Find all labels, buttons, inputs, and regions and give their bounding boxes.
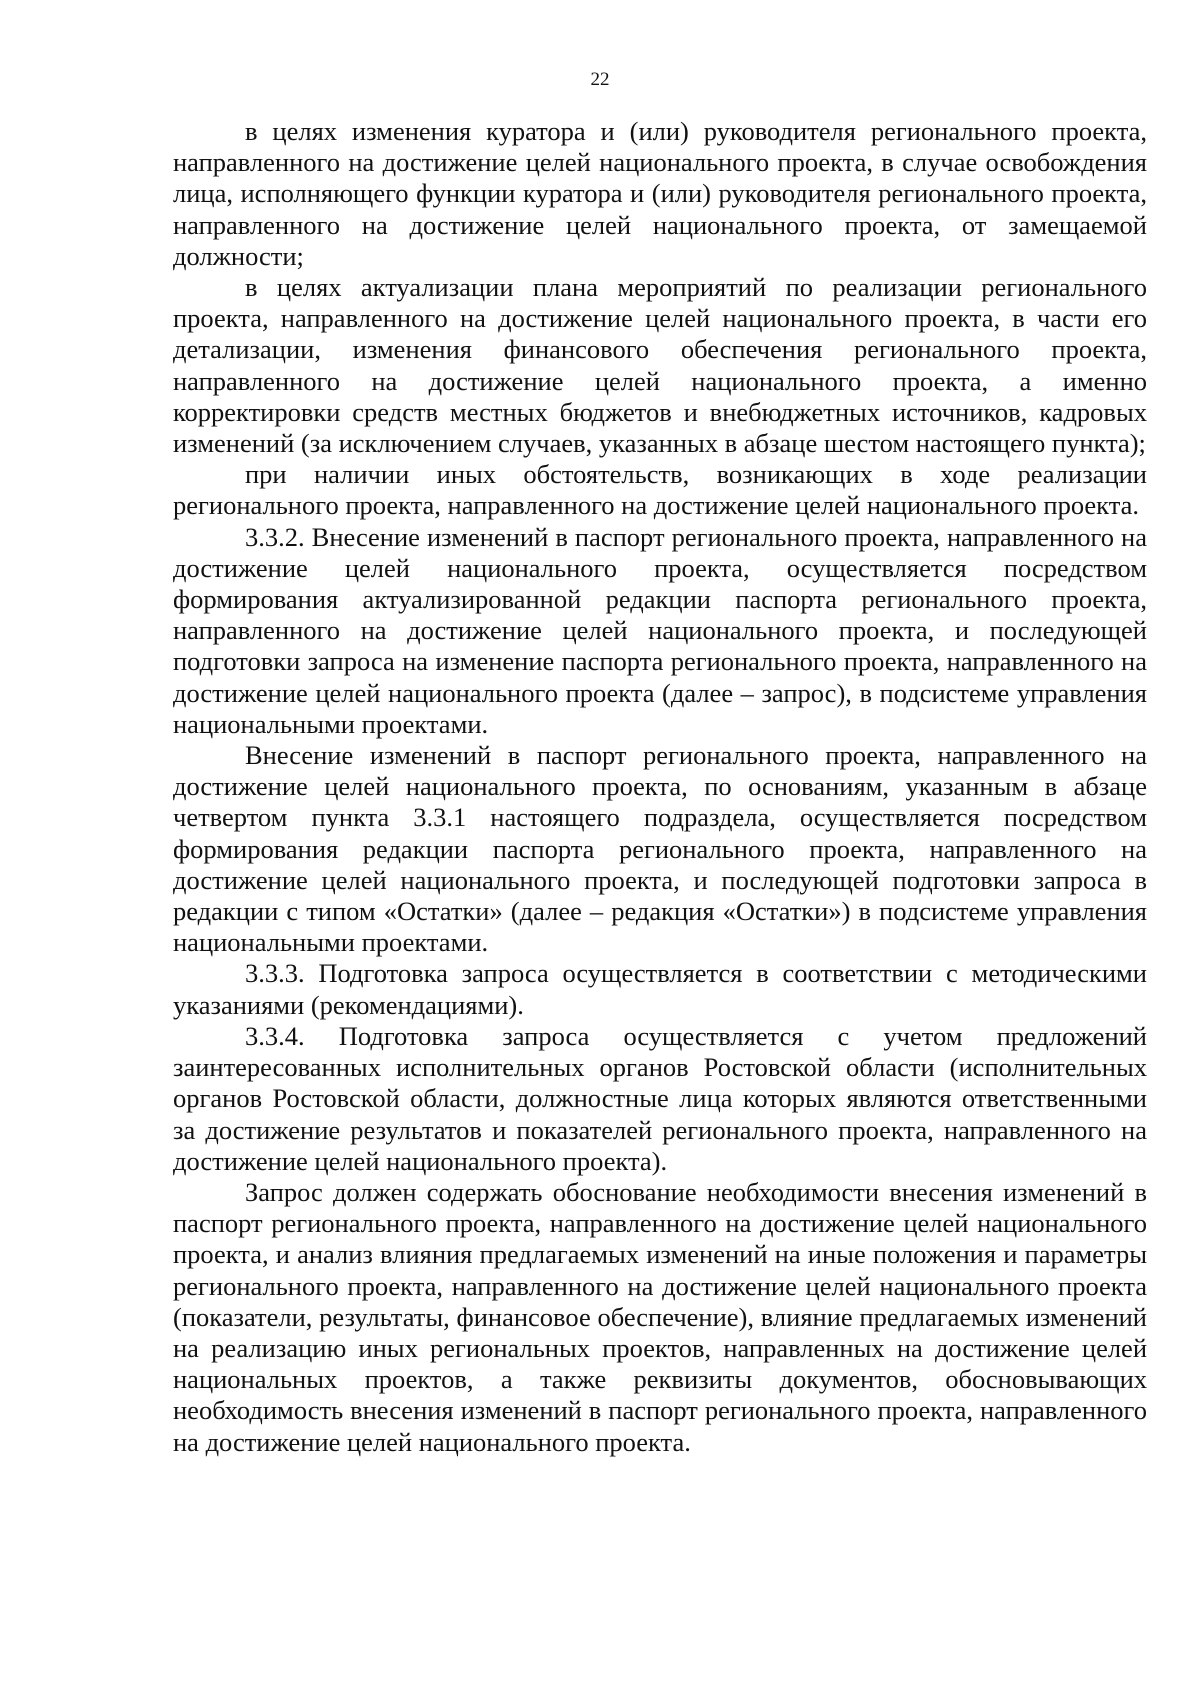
document-body <box>173 116 1147 1458</box>
paragraph-other-circumstances: при наличии иных обстоятельств, возникающих в ходе реализации регионального проекта, направленного на достижение целей национального проекта. <box>173 459 1147 521</box>
paragraph-3-3-4: 3.3.4. Подготовка запроса осуществляется с учетом предложений заинтересованных исполнительных органов Ростовской области (исполнительных органов Ростовской области, должностные лица которых являются ответственными за достижение результатов и показателей регионального проекта, направленного на достижение целей национального проекта). <box>173 1020 1147 1176</box>
paragraph-3-3-2: 3.3.2. Внесение изменений в паспорт регионального проекта, направленного на достижение целей национального проекта, осуществляется посредством формирования актуализированной редакции паспорта регионального проекта, направленного на достижение целей национального проекта, и последующей подготовки запроса на изменение паспорта регионального проекта, направленного на достижение целей национального проекта (далее – запрос), в подсистеме управления национальными проектами. <box>173 521 1147 739</box>
paragraph-3-3-3: 3.3.3. Подготовка запроса осуществляется в соответствии с методическими указаниями (рекомендациями). <box>173 958 1147 1020</box>
paragraph-remainders-edition: Внесение изменений в паспорт регионального проекта, направленного на достижение целей национального проекта, по основаниям, указанным в абзаце четвертом пункта 3.3.1 настоящего подраздела, осуществляется посредством формирования редакции паспорта регионального проекта, направленного на достижение целей национального проекта, и последующей подготовки запроса в редакции с типом «Остатки» (далее – редакция «Остатки») в подсистеме управления национальными проектами. <box>173 740 1147 958</box>
paragraph-curator-change: в целях изменения куратора и (или) руководителя регионального проекта, направленного на достижение целей национального проекта, в случае освобождения лица, исполняющего функции куратора и (или) руководителя регионального проекта, направленного на достижение целей национального проекта, от замещаемой должности; <box>173 116 1147 271</box>
page-number: 22 <box>590 69 610 90</box>
paragraph-request-content: Запрос должен содержать обоснование необходимости внесения изменений в паспорт регионального проекта, направленного на достижение целей национального проекта, и анализ влияния предлагаемых изменений на иные положения и параметры регионального проекта, направленного на достижение целей национального проекта (показатели, результаты, финансовое обеспечение), влияние предлагаемых изменений на реализацию иных региональных проектов, направленных на достижение целей национальных проектов, а также реквизиты документов, обосновывающих необходимость внесения изменений в паспорт регионального проекта, направленного на достижение целей национального проекта. <box>173 1176 1147 1457</box>
paragraph-plan-update: в целях актуализации плана мероприятий по реализации регионального проекта, направленного на достижение целей национального проекта, в части его детализации, изменения финансового обеспечения регионального проекта, направленного на достижение целей национального проекта, а именно корректировки средств местных бюджетов и внебюджетных источников, кадровых изменений (за исключением случаев, указанных в абзаце шестом настоящего пункта); <box>173 272 1147 459</box>
